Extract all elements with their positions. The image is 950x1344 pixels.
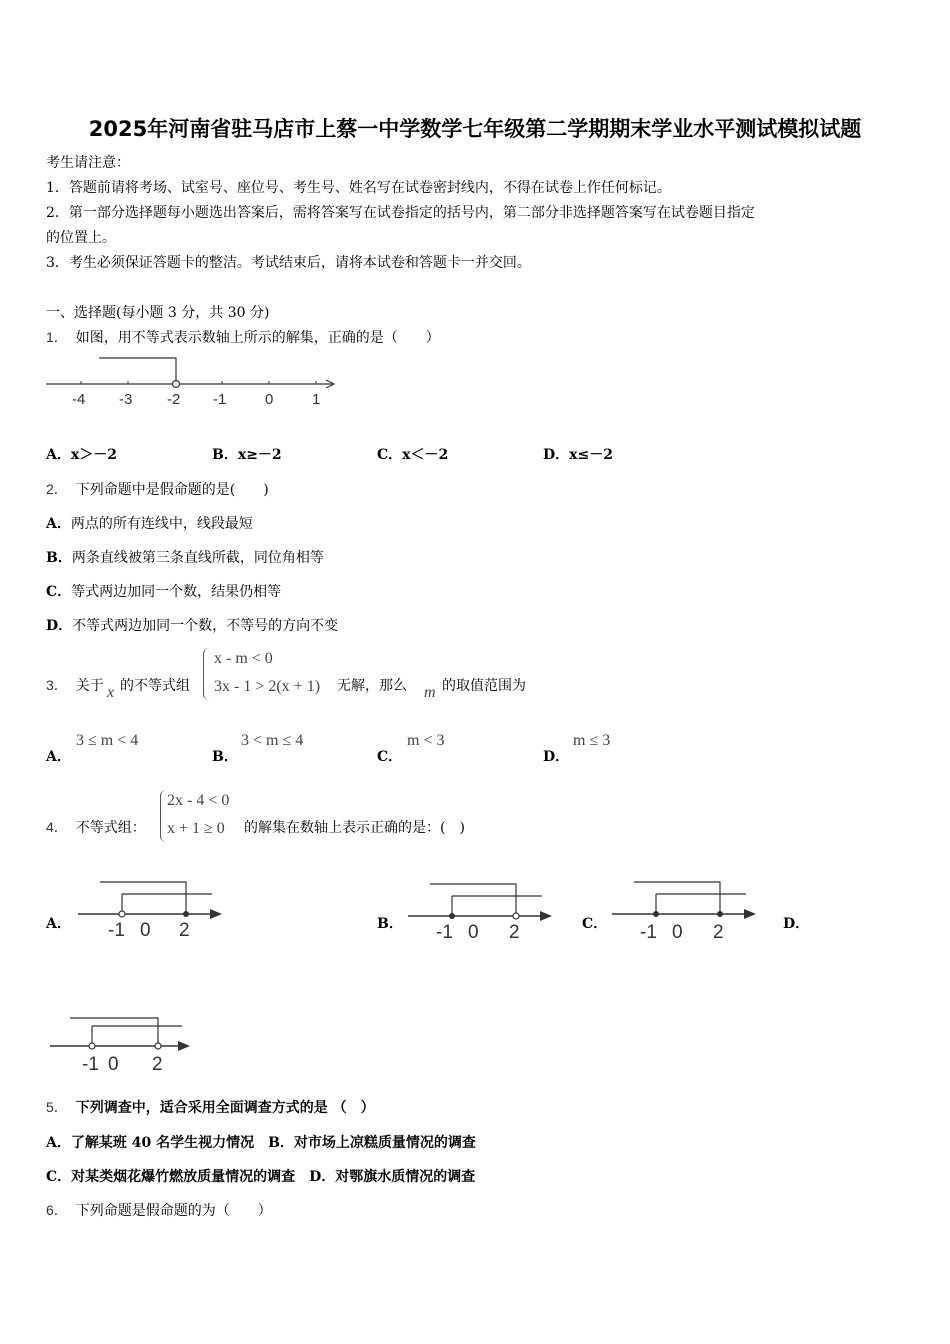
- svg-text:2: 2: [179, 920, 190, 941]
- question-number: 3．: [46, 677, 68, 693]
- q2-option-d[interactable]: D．不等式两边加同一个数，不等号的方向不变: [46, 618, 339, 634]
- q4-option-b-figure[interactable]: [406, 878, 556, 944]
- q1-option-a[interactable]: A．x＞－2: [46, 447, 117, 463]
- q3-option-b[interactable]: 3 < m ≤ 4: [241, 732, 304, 749]
- q3-option-a-label[interactable]: A．: [46, 749, 71, 765]
- question-number: 1．: [46, 329, 68, 345]
- notice-heading: 考生请注意：: [46, 155, 130, 171]
- svg-text:0: 0: [140, 920, 151, 941]
- q3-end: 的取值范围为: [442, 678, 526, 694]
- question-number: 4．: [46, 819, 68, 835]
- q3-option-c[interactable]: m < 3: [407, 732, 445, 749]
- svg-text:2: 2: [152, 1054, 163, 1075]
- q3-mid: 的不等式组: [120, 678, 190, 694]
- page-title: 2025年河南省驻马店市上蔡一中学数学七年级第二学期期末学业水平测试模拟试题: [88, 117, 862, 141]
- svg-text:-1: -1: [108, 920, 125, 941]
- notice-item-3: 3．考生必须保证答题卡的整洁。考试结束后，请将本试卷和答题卡一并交回。: [46, 255, 531, 271]
- q5-options-row-1[interactable]: A．了解某班 40 名学生视力情况 B．对市场上凉糕质量情况的调查: [46, 1135, 476, 1151]
- svg-text:0: 0: [672, 922, 683, 942]
- svg-text:-1: -1: [436, 922, 453, 943]
- var-x: x: [107, 684, 115, 701]
- solution-ray: [99, 358, 176, 384]
- q1-option-d[interactable]: D．x≤－2: [543, 447, 613, 463]
- q2-option-b[interactable]: B．两条直线被第三条直线所截，同位角相等: [46, 550, 324, 566]
- svg-text:-1: -1: [82, 1054, 99, 1075]
- tick-label: -1: [213, 391, 227, 408]
- q4-option-c-figure[interactable]: [610, 876, 760, 942]
- tick-label: -4: [72, 391, 86, 408]
- q3-option-d[interactable]: m ≤ 3: [573, 732, 611, 749]
- q1-option-b[interactable]: B．x≥－2: [212, 447, 282, 463]
- question-text: 如图，用不等式表示数轴上所示的解集，正确的是（ ）: [75, 330, 440, 346]
- number-line-figure: [46, 352, 346, 412]
- svg-text:0: 0: [108, 1054, 119, 1075]
- question-1: [46, 327, 440, 347]
- notice-item-2-cont: 的位置上。: [46, 230, 116, 246]
- section-heading: 一、选择题(每小题 3 分，共 30 分): [46, 305, 270, 321]
- q3-option-a[interactable]: 3 ≤ m < 4: [76, 732, 139, 749]
- q3-post: 无解，那么: [337, 678, 407, 694]
- q4-line1: 2x - 4 < 0: [167, 792, 230, 809]
- open-endpoint: [173, 381, 180, 388]
- q5-options-row-2[interactable]: C．对某类烟花爆竹燃放质量情况的调查 D．对鄂旗水质情况的调查: [46, 1169, 476, 1185]
- q3-option-c-label[interactable]: C．: [377, 749, 403, 765]
- svg-text:0: 0: [468, 922, 479, 943]
- q3-line1: x - m < 0: [214, 650, 273, 667]
- svg-text:2: 2: [509, 922, 520, 943]
- q4-option-a-figure[interactable]: [76, 876, 226, 942]
- q2-option-a[interactable]: A．两点的所有连线中，线段最短: [46, 516, 253, 532]
- q4-option-b-label[interactable]: B．: [377, 916, 403, 932]
- q4-option-d-figure[interactable]: [48, 1010, 198, 1076]
- question-6: 6． 下列命题是假命题的为（ ）: [46, 1202, 272, 1219]
- notice-item-2: 2．第一部分选择题每小题选出答案后，需将答案写在试卷指定的括号内，第二部分非选择题答案写在试卷题目指定: [46, 205, 755, 221]
- tick-label: 0: [265, 391, 274, 408]
- question-number: 6．: [46, 1202, 68, 1218]
- q3-line2: 3x - 1 > 2(x + 1): [214, 678, 321, 695]
- q4-option-d-label[interactable]: D．: [783, 916, 810, 932]
- tick-label: -2: [167, 391, 181, 408]
- q2-option-c[interactable]: C．等式两边加同一个数，结果仍相等: [46, 584, 282, 600]
- var-m: m: [424, 684, 436, 701]
- q4-line2: x + 1 ≥ 0: [167, 820, 225, 837]
- q4-post: 的解集在数轴上表示正确的是：( ): [244, 820, 465, 836]
- question-number: 2．: [46, 481, 68, 497]
- q4-option-a-label[interactable]: A．: [46, 916, 71, 932]
- brace: [160, 790, 167, 842]
- question-3: 3． 关于: [46, 677, 104, 694]
- question-2: [46, 479, 269, 499]
- q3-option-b-label[interactable]: B．: [212, 749, 238, 765]
- question-number: 5．: [46, 1099, 68, 1115]
- tick-label: -3: [119, 391, 133, 408]
- svg-text:-1: -1: [640, 922, 657, 942]
- svg-text:2: 2: [713, 922, 724, 942]
- q3-option-d-label[interactable]: D．: [543, 749, 570, 765]
- question-text: 下列命题中是假命题的是( ): [75, 482, 269, 498]
- question-5: 5． 下列调查中，适合采用全面调查方式的是 （ ）: [46, 1099, 375, 1116]
- q4-option-c-label[interactable]: C．: [582, 916, 608, 932]
- question-4: 4． 不等式组：: [46, 819, 146, 836]
- brace: [203, 648, 210, 700]
- notice-item-1: 1．答题前请将考场、试室号、座位号、考生号、姓名写在试卷密封线内，不得在试卷上作任何标记。: [46, 180, 671, 196]
- q1-option-c[interactable]: C．x＜－2: [377, 447, 449, 463]
- tick-label: 1: [312, 391, 321, 408]
